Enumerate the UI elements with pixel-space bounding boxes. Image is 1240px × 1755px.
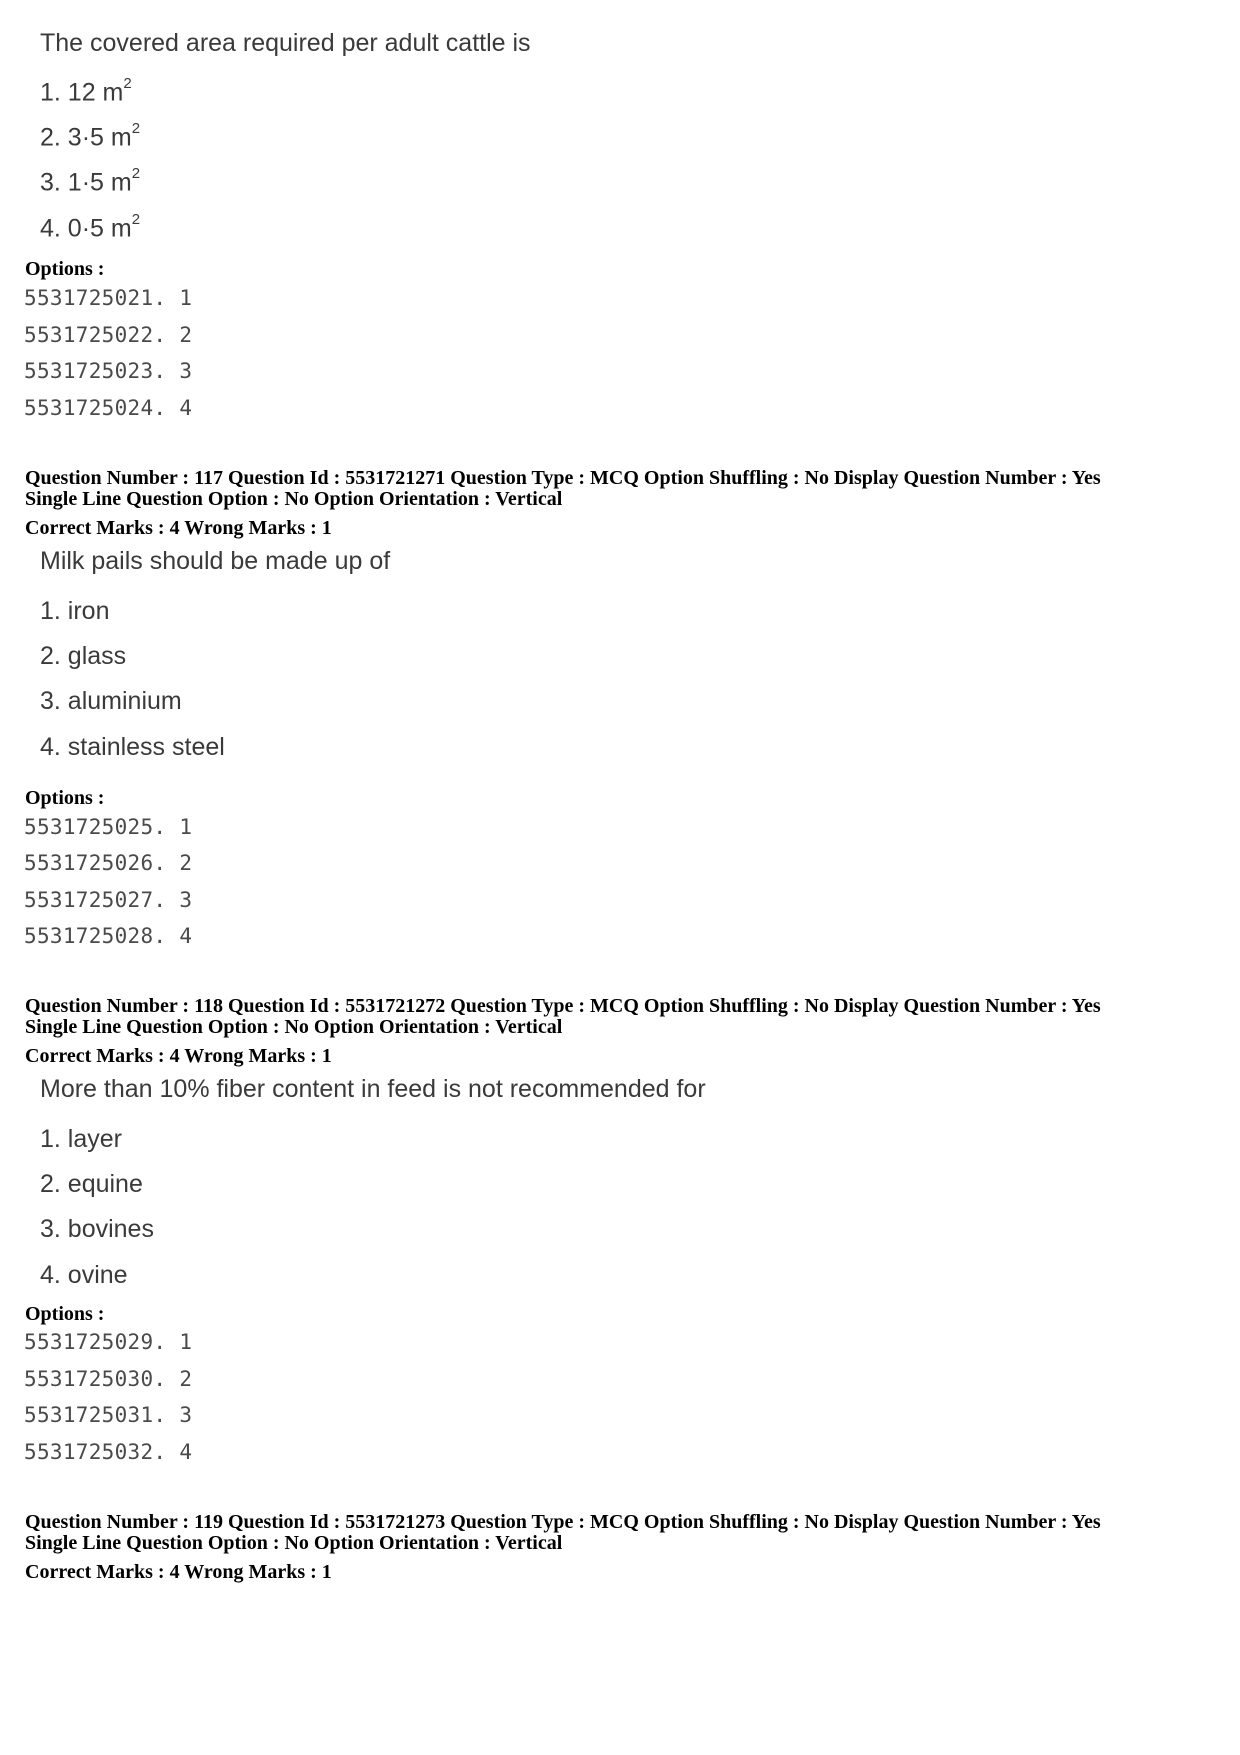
choice-item: 3. bovines bbox=[40, 1215, 154, 1243]
choice-item: 3. 1·5 $m^2$ bbox=[40, 165, 141, 197]
choice-item: 3. aluminium bbox=[40, 687, 182, 715]
choice-item: 2. glass bbox=[40, 642, 127, 670]
meta-line: Question Number : 119 Question Id : 5531721273 Question Type : MCQ Option Shuffling : No Display Question Number : Yes bbox=[25, 1511, 1101, 1533]
choice-item: 4. 0·5 $m^2$ bbox=[40, 211, 141, 243]
choice-item: 1. 12 $m^2$ bbox=[40, 75, 132, 107]
option-id: 5531725023. 3 bbox=[24, 359, 193, 383]
options-label: Options : bbox=[25, 787, 105, 809]
choice-item: 2. equine bbox=[40, 1170, 143, 1198]
choice-item: 4. stainless steel bbox=[40, 733, 225, 761]
marks-line: Correct Marks : 4 Wrong Marks : 1 bbox=[25, 1561, 332, 1583]
option-id: 5531725024. 4 bbox=[24, 396, 193, 420]
options-label: Options : bbox=[25, 258, 105, 280]
option-id: 5531725026. 2 bbox=[24, 851, 193, 875]
question-meta bbox=[25, 1512, 1101, 1554]
option-id: 5531725025. 1 bbox=[24, 815, 193, 839]
question-meta bbox=[25, 996, 1101, 1038]
choice-item: 4. ovine bbox=[40, 1261, 128, 1289]
options-label: Options : bbox=[25, 1303, 105, 1325]
choice-item: 1. layer bbox=[40, 1125, 122, 1153]
meta-line: Question Number : 118 Question Id : 5531721272 Question Type : MCQ Option Shuffling : No Display Question Number : Yes bbox=[25, 995, 1101, 1017]
option-id: 5531725027. 3 bbox=[24, 888, 193, 912]
choice-item: 1. iron bbox=[40, 597, 110, 625]
question-text: More than 10% fiber content in feed is not recommended for bbox=[40, 1075, 706, 1103]
option-id: 5531725029. 1 bbox=[24, 1330, 193, 1354]
superscript: 2 bbox=[131, 211, 141, 228]
superscript: 2 bbox=[131, 165, 141, 182]
option-id: 5531725021. 1 bbox=[24, 286, 193, 310]
meta-line: Single Line Question Option : No Option Orientation : Vertical bbox=[25, 488, 563, 510]
question-meta bbox=[25, 468, 1101, 510]
question-text: The covered area required per adult cattle is bbox=[40, 29, 531, 57]
superscript: 2 bbox=[131, 120, 141, 137]
marks-line: Correct Marks : 4 Wrong Marks : 1 bbox=[25, 517, 332, 539]
meta-line: Single Line Question Option : No Option Orientation : Vertical bbox=[25, 1016, 563, 1038]
option-id: 5531725022. 2 bbox=[24, 323, 193, 347]
choice-item: 2. 3·5 $m^2$ bbox=[40, 120, 141, 152]
question-text: Milk pails should be made up of bbox=[40, 547, 391, 575]
option-id: 5531725030. 2 bbox=[24, 1367, 193, 1391]
meta-line: Question Number : 117 Question Id : 5531721271 Question Type : MCQ Option Shuffling : No Display Question Number : Yes bbox=[25, 467, 1101, 489]
meta-line: Single Line Question Option : No Option Orientation : Vertical bbox=[25, 1532, 563, 1554]
option-id: 5531725031. 3 bbox=[24, 1403, 193, 1427]
option-id: 5531725028. 4 bbox=[24, 924, 193, 948]
superscript: 2 bbox=[123, 75, 132, 92]
option-id: 5531725032. 4 bbox=[24, 1440, 193, 1464]
marks-line: Correct Marks : 4 Wrong Marks : 1 bbox=[25, 1045, 332, 1067]
